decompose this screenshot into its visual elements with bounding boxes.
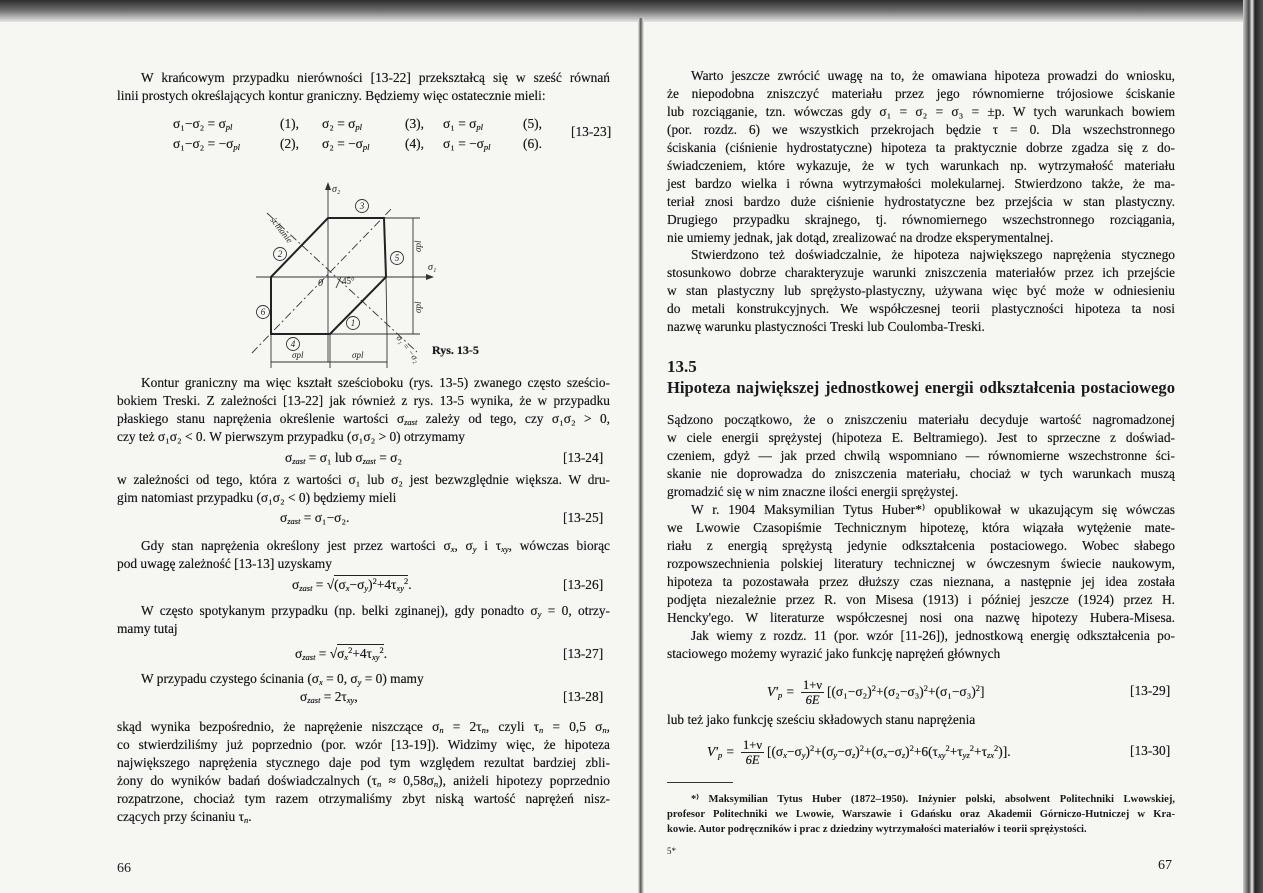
equation-13-30 [707,738,1011,767]
text-line: Gdy stan naprężenia określony jest przez wartości $\sigma_x$, $\sigma_y$ i $\tau_{xy}$, wówczas biorąc [141,538,610,554]
equation-label: [13-30] [1130,743,1171,758]
text-line: linii prostych określających kontur graniczny. Będziemy więc ostatecznie mieli: [117,88,546,103]
equation-number: (2), [280,136,299,151]
equation-label: [13-27] [563,646,604,661]
text-line: czy też σ₁σ₂ < 0. W pierwszym przypadku (σ₁σ₂ > 0) otrzymamy [117,429,465,444]
paragraph [117,537,610,573]
text-line: lub rozciąganie, tzn. wówczas gdy σ₁ = σ₂ = σ₃ = ±p. W tych warunkach bowiem [667,104,1175,119]
equation-rhs: $[(\sigma_x-\sigma_y)^2+(\sigma_y-\sigma_z)^2+(\sigma_x-\sigma_z)^2+6(\tau_{xy}^2+\tau_{yz}^2+\tau_{zx}^2)]$. [766,742,1011,760]
text-line: rozpowszechnienia polskiej literatury technicznej w ówczesnym świecie naukowym, [667,556,1175,571]
page-number: 66 [117,861,131,876]
equation: $\sigma_1-\sigma_2 = -\sigma_{pl}$ [173,136,240,152]
text-line: mamy tutaj [117,621,178,636]
footnote-rule [667,782,733,783]
equation-tail: . [408,577,412,592]
equation-13-24: $\sigma_{zast} = \sigma_1$ lub $\sigma_{zast} = \sigma_2$ [285,450,402,466]
text-line: Drugiego przypadku skrajnego, tj. równomiernego wszechstronnego rozciągania, [667,212,1175,227]
text-line: Kontur graniczny ma więc kształt sześcioboku (rys. 13-5) zwanego często sześcio- [141,375,610,390]
text-line: jest bardzo wielka i równa wytrzymałości molekularnej. Stwierdzono także, że ma- [667,176,1175,191]
equation-lhs: $\sigma_{zast}$ = √ [295,646,338,662]
paragraph [667,67,1175,247]
equation-number: (5), [523,116,542,131]
dimension-label: σpl [292,350,304,360]
equation-tail: . [383,646,388,661]
axis-label: σ₂ [332,184,341,195]
text-line: co stwierdziliśmy już poprzednio (por. wzór [13-19]). Widzimy więc, że hipoteza [117,737,610,752]
figure-caption: Rys. 13-5 [432,343,479,357]
line-number: 6 [260,307,266,317]
equation-radicand: $\sigma_x^2+4\tau_{xy}^2$ [337,645,384,662]
shear-label: ścinanie [268,215,295,245]
text-line: w stan plastyczny lub sprężysto-plastyczny, używana więc być może w odniesieniu [667,283,1175,298]
text-line: do metali konstrukcyjnych. We współczesnej teorii plastyczności hipoteza ta nosi [667,301,1175,316]
text-line: Warto jeszcze zwrócić uwagę na to, że omawiana hipoteza prowadzi do wniosku, [691,68,1175,83]
text-line: teriał znosi bardzo duże ciśnienie hydrostatyczne bez przejścia w stan plastyczny. [667,194,1175,209]
equation-lhs: $V'_p$ = [707,743,739,760]
equation-lhs: $V'_p$ = [767,683,799,700]
paragraph [117,602,610,638]
equation-label: [13-23] [571,124,612,139]
text-line: największego naprężenia stycznego daje pod tym względem rezultat bardziej zbli- [117,755,610,770]
text-line: W przypadu czystego ścinania ($\sigma_x = 0$, $\sigma_y = 0$) mamy [141,671,424,687]
text-line: Stwierdzono też doświadczalnie, że hipoteza największego naprężenia stycznego [691,247,1175,262]
line-number: 2 [277,249,283,259]
paragraph [117,471,610,507]
page-number: 67 [1158,858,1172,873]
equation-number: (1), [280,116,299,131]
equation: $\sigma_2 = \sigma_{pl}$ [322,116,362,132]
text-line: gim natomiast przypadku (σ₁σ₂ < 0) będziemy mieli [117,490,397,505]
text-line: w ciele energii sprężystej (hipoteza E. Beltramiego). Jest to sprzeczne z doświad- [667,430,1175,445]
diagonal-label: σ₁ = −σ₂ [394,333,422,365]
paragraph [117,69,610,105]
dimension-label: σpl [413,240,423,252]
text-line: nie umiemy jednak, jak dotąd, zrealizować na drodze eksperymentalnej. [667,230,1054,245]
equation-radicand: $(\sigma_x-\sigma_y)^2+4\tau_{xy}^2$ [334,576,409,593]
numerator: 1+ν [803,678,822,692]
text-line: Hencky'ego. W literaturze współczesnej nosi ona nazwę hipotezy Hubera-Misesa. [667,610,1175,625]
text-line: skanie nie doprowadza do zniszczenia materiału, chociaż w tych warunkach muszą [667,466,1175,481]
scan-right-edge [1243,0,1263,893]
equation-13-26 [292,577,412,593]
denominator: 6E [805,693,820,707]
text-line: profesor Politechniki we Lwowie, Warszawie i Gdańsku oraz Akademii Górniczo-Hutniczej w Kra- [667,809,1175,820]
text-line: że niepodobna zniszczyć materiału przez jego równomierne trójosiowe ściskanie [667,86,1175,101]
angle-label: 45° [342,276,355,286]
line-number: 1 [350,318,356,328]
equation: $\sigma_2 = -\sigma_{pl}$ [322,136,370,152]
text-line: pod uwagę zależność [13-13] uzyskamy [117,556,332,571]
footnote [667,792,1175,837]
equation-rhs: $[(\sigma_1-\sigma_2)^2+(\sigma_2-\sigma_3)^2+(\sigma_1-\sigma_3)^2]$ [826,682,985,699]
text-line: we Lwowie Czasopiśmie Technicznym hipotezę, która wiązała wytężenie mate- [667,520,1175,535]
paragraph [667,246,1175,336]
equation: $\sigma_1 = \sigma_{pl}$ [443,116,483,132]
text-line: Sądzono początkowo, że o zniszczeniu materiału decyduje wartość nagromadzonej [667,412,1175,427]
equation-label: [13-24] [563,450,604,465]
paragraph [117,374,610,446]
line-number: 5 [394,253,400,263]
fraction [741,738,764,767]
text-line: *⁾ Maksymilian Tytus Huber (1872–1950). Inżynier polski, absolwent Politechniki Lwowskiej, [691,794,1175,805]
denominator: 6E [745,753,760,767]
line-number: 4 [290,339,296,349]
text-line: płaskiego stanu naprężenia określenie wartości $\sigma_{zast}$ zależy od tego, czy σ₁σ₂ > 0, [117,411,610,427]
equation-13-28: $\sigma_{zast} = 2\tau_{xy}$, [300,689,358,705]
origin-label: 0 [318,278,323,289]
text-line: (por. rozdz. 6) we wszystkich przekrojach będzie τ = 0. Dla wszechstronnego [667,122,1175,137]
text-line: staciowego możemy wyrazić jako funkcję naprężeń głównych [667,646,1001,661]
paragraph [667,501,1175,663]
text-line: hipoteza ta pozostawała przez dłuższy czas nieznana, a następnie jej idea została [667,574,1175,589]
text-line: bokiem Treski. Z zależności [13-22] jak również z rys. 13-5 wynika, że w przypadku [117,393,610,408]
text-line: czących przy ścinaniu $\tau_n$. [117,809,252,825]
text-line: W często spotykanym przypadku (np. belki zginanej), gdy ponadto $\sigma_y = 0$, otrzy- [141,603,610,619]
paragraph [667,711,1175,729]
dimension-label: σpl [413,301,423,313]
text-line: gromadzić się w nim znaczne ilości energii sprężystej. [667,484,959,499]
text-line: lub też jako funkcję sześciu składowych stanu naprężenia [667,712,976,727]
paragraph [117,670,610,688]
text-line: w zależności od tego, która z wartości σ₁ lub σ₂ jest bezwzględnie większa. W dru- [117,472,610,487]
book-spine [638,18,644,893]
text-line: nazwę warunku plastyczności Treski lub Coulomba-Treski. [667,319,985,334]
equation-13-27 [295,646,387,662]
arrow-up-icon [325,182,331,190]
text-line: czeniem, gdyż — jak przed chwilą wspomniano — równomierne wszechstronne ści- [667,448,1175,463]
text-line: riału z energią sprężystą jedynie odkształcenia postaciowego. Wobec słabego [667,538,1175,553]
text-line: Jak wiemy z rozdz. 11 (por. wzór [11-26]), jednostkową energię odkształcenia po- [691,628,1175,643]
equation-13-29 [767,678,985,707]
equation-13-25: $\sigma_{zast} = \sigma_1-\sigma_2$. [280,510,350,526]
line-number: 3 [359,201,365,211]
paragraph [117,718,610,826]
text-line: ściskania (ciśnienie hydrostatyczne) hipoteza ta praktycznie dobrze zgadza się z do- [667,140,1175,155]
text-line: W krańcowym przypadku nierówności [13-22] przekształcą się w sześć równań [141,70,610,85]
equation-label: [13-25] [563,510,604,525]
equation-label: [13-28] [563,689,604,704]
text-line: stosunkowo dobrze charakteryzuje warunki zniszczenia materiałów przez ich przejście [667,265,1175,280]
section-number: 13.5 [667,357,697,376]
axis-label: σ₁ [428,262,437,273]
equation-label: [13-26] [563,577,604,592]
paragraph [667,411,1175,501]
text-line: kowie. Autor podręczników i prac z dziedziny wytrzymałości materiałów i teorii sprężystości. [667,824,1087,835]
equation-number: (6). [523,136,542,151]
section-title: Hipoteza największej jednostkowej energii odkształcenia postaciowego [667,378,1175,397]
text-line: skąd wynika bezpośrednio, że naprężenie niszczące $\sigma_n = 2\tau_n$, czyli $\tau_n = 0,5$ $\sigma_n$, [117,719,611,735]
arrow-right-icon [426,274,434,280]
square-edge [386,277,387,334]
equation-label: [13-29] [1130,683,1171,698]
text-line: świadczeniem, które wykazuje, że w tych warunkach np. wytrzymałość materiału [667,158,1175,173]
equation-number: (3), [405,116,424,131]
fraction [801,678,824,707]
equation: $\sigma_1 = -\sigma_{pl}$ [443,136,491,152]
figure-treska-hexagon [230,180,480,370]
numerator: 1+ν [743,738,762,752]
equation-lhs: $\sigma_{zast}$ = √ [292,577,335,593]
equation-number: (4), [405,136,424,151]
text-line: W r. 1904 Maksymilian Tytus Huber*⁾ opublikował w ukazującym się wówczas [691,502,1175,517]
equation: $\sigma_1-\sigma_2 = \sigma_{pl}$ [173,116,233,132]
scan-top-edge [0,0,1263,22]
dimension-label: σpl [352,350,364,360]
signature-mark: 5* [667,846,676,856]
text-line: żony do wyników badań doświadczalnych $(\tau_n \approx 0,58\sigma_n)$, aniżeli hipotezy poprzednio [117,773,610,789]
text-line: rozpatrzone, chociaż tym razem otrzymaliśmy zbyt niską wartość naprężeń nisz- [117,791,610,806]
text-line: podjęta niezależnie przez R. von Misesa (1913) i później jeszcze (1924) przez H. [667,592,1175,607]
